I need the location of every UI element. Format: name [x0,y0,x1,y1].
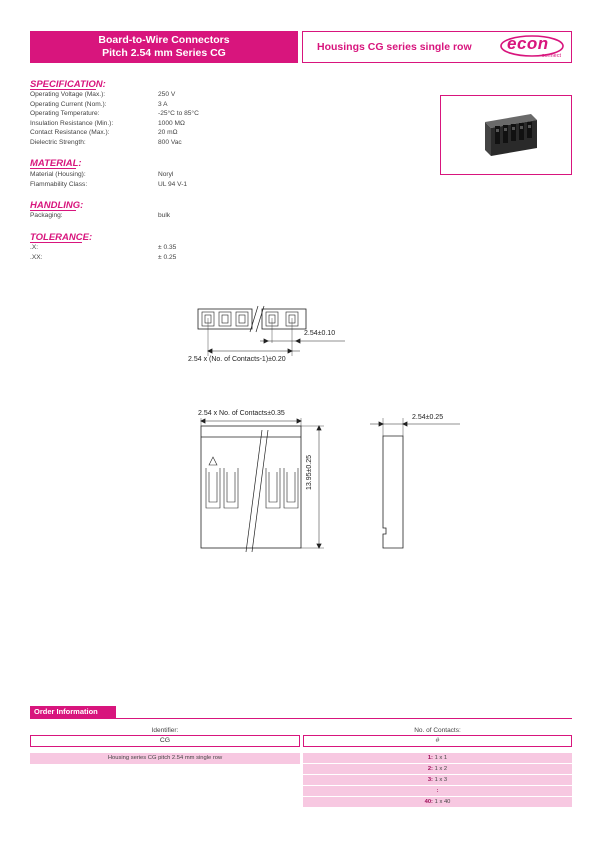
header-line-2: Pitch 2.54 mm Series CG [102,47,226,59]
side-view [370,418,460,548]
dim-width-front: 2.54 x No. of Contacts±0.35 [198,410,285,417]
contacts-header: No. of Contacts: [414,727,461,734]
material-title: MATERIAL: [30,158,82,169]
identifier-header: Identifier: [151,727,179,734]
dim-height: 13.95±0.25 [306,455,313,490]
contacts-value: # [303,735,572,747]
identifier-value: CG [30,735,300,747]
dim-length-top: 2.54 x (No. of Contacts-1)±0.20 [188,356,286,363]
dim-pitch-top: 2.54±0.10 [304,330,336,337]
dim-side: 2.54±0.25 [412,414,444,421]
identifier-description: Housing series CG pitch 2.54 mm single row [30,753,300,764]
handling-title: HANDLING: [30,200,84,211]
contacts-row: 3: 1 x 3 [303,775,572,785]
tolerance-title: TOLERANCE: [30,232,93,243]
specification-title: SPECIFICATION: [30,79,106,90]
contacts-row: 2: 1 x 2 [303,764,572,774]
logo-subtext: connect [541,53,561,59]
order-info-tab: Order Information [30,706,116,718]
contacts-row: 1: 1 x 1 [303,753,572,763]
logo-text: econ [507,34,549,53]
order-info-rule [30,718,572,719]
contacts-row: : [303,786,572,796]
contacts-row: 40: 1 x 40 [303,797,572,807]
product-title: Housings CG series single row [317,41,472,53]
header-line-1: Board-to-Wire Connectors [98,34,230,46]
